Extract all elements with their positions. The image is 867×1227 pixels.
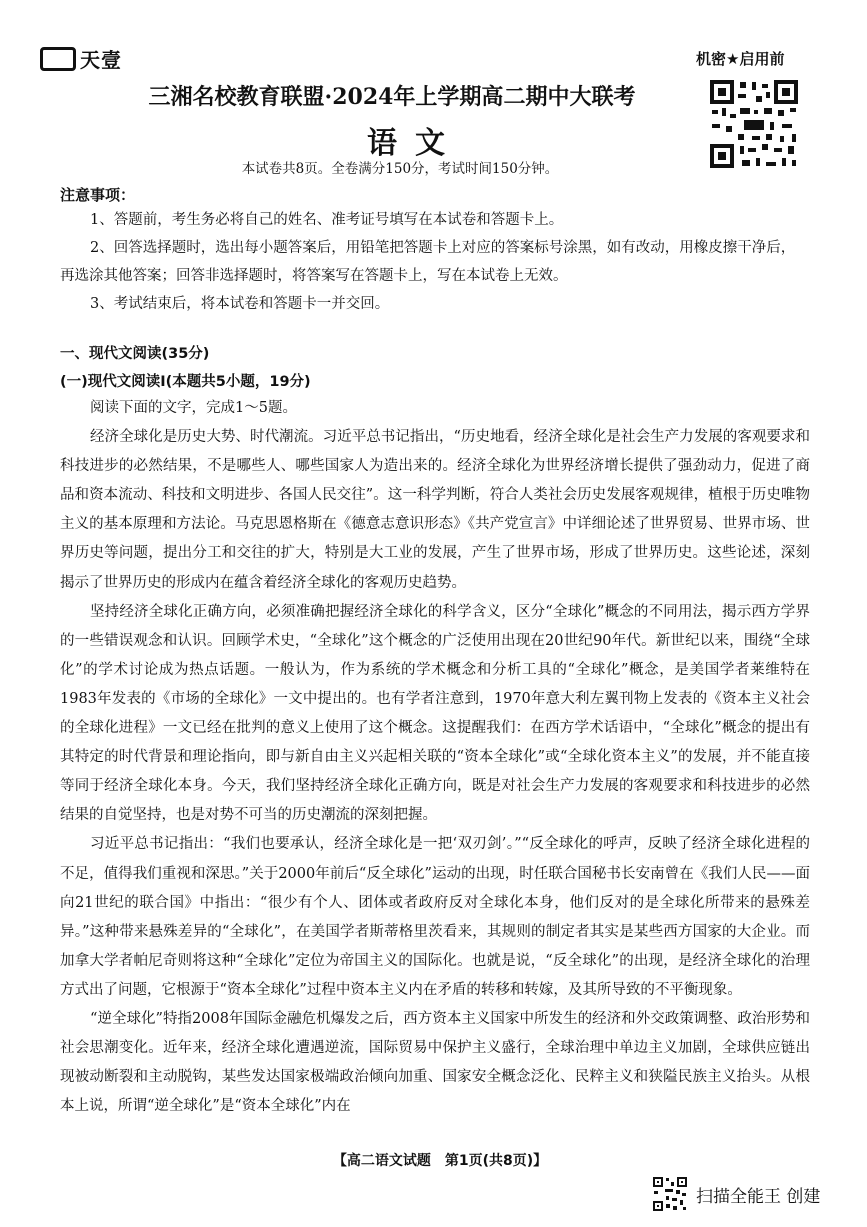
exam-title: 三湘名校教育联盟·2024年上学期高二期中大联考 bbox=[148, 84, 636, 110]
reading-passage bbox=[60, 394, 810, 1121]
passage-paragraph: “逆全球化”特指2008年国际金融危机爆发之后，西方资本主义国家中所发生的经济和外交政策调整、政治形势和社会思潮变化。近年来，经济全球化遭遇逆流，国际贸易中保护主义盛行，全球治理中单边主义加剧，全球供应链出现被动断裂和主动脱钩，某些发达国家极端政治倾向加重、国家安全概念泛化、民粹主义和狭隘民族主义抬头。从根本上说，所谓“逆全球化”是“资本全球化”内在 bbox=[60, 1010, 810, 1115]
section-subheading: (一)现代文阅读Ⅰ(本题共5小题，19分) bbox=[60, 374, 311, 390]
notice-item: 2、回答选择题时，选出每小题答案后，用铅笔把答题卡上对应的答案标号涂黑，如有改动，用橡皮擦干净后，再选涂其他答案；回答非选择题时，将答案写在答题卡上，写在本试卷上无效。 bbox=[60, 240, 796, 284]
scanner-label: 扫描全能王 创建 bbox=[696, 1186, 821, 1207]
passage-paragraph: 习近平总书记指出：“我们也要承认，经济全球化是一把‘双刃剑’。”“反全球化的呼声，反映了经济全球化进程的不足，值得我们重视和深思。”关于2000年前后“反全球化”运动的出现，时任联合国秘书长安南曾在《我们人民——面向21世纪的联合国》中指出：“很少有个人、团体或者政府反对全球化本身，他们反对的是全球化所带来的悬殊差异。”这种带来悬殊差异的“全球化”，在美国学者斯蒂格里茨看来，其规则的制定者其实是某些西方国家的大企业。而加拿大学者帕尼奇则将这种“全球化”定位为帝国主义的国际化。也就是说，“反全球化”的出现，是经济全球化的治理方式出了问题，它根源于“资本全球化”过程中资本主义内在矛盾的转移和转嫁，及其所导致的不平衡现象。 bbox=[60, 836, 810, 998]
section-heading: 一、现代文阅读(35分) bbox=[60, 346, 210, 362]
publisher-logo bbox=[40, 44, 122, 73]
scanner-watermark bbox=[652, 1176, 820, 1212]
passage-paragraph: 坚持经济全球化正确方向，必须准确把握经济全球化的科学含义，区分“全球化”概念的不同用法，揭示西方学界的一些错误观念和认识。回顾学术史，“全球化”这个概念的广泛使用出现在20世纪90年代。新世纪以来，围绕“全球化”的学术讨论成为热点话题。一般认为，作为系统的学术概念和分析工具的“全球化”概念，是美国学者莱维特在1983年发表的《市场的全球化》一文中提出的。也有学者注意到，1970年意大利左翼刊物上发表的《资本主义社会的全球化进程》一文已经在批判的意义上使用了这个概念。这提醒我们：在西方学术话语中，“全球化”概念的提出有其特定的时代背景和理论指向，即与新自由主义兴起相关联的“资本全球化”或“全球化资本主义”的发展，并不能直接等同于经济全球化本身。今天，我们坚持经济全球化正确方向，既是对社会生产力发展的客观要求和科技进步的必然结果的自觉坚持，也是对势不可当的历史潮流的深刻把握。 bbox=[60, 603, 810, 824]
notice-heading: 注意事项： bbox=[60, 186, 136, 204]
scanner-qr-icon bbox=[652, 1176, 688, 1212]
exam-intro: 本试卷共8页。全卷满分150分，考试时间150分钟。 bbox=[241, 161, 559, 177]
instruction-text: 阅读下面的文字，完成1～5题。 bbox=[90, 400, 297, 416]
notice-item: 3、考试结束后，将本试卷和答题卡一并交回。 bbox=[90, 296, 390, 312]
qr-code-icon bbox=[708, 78, 800, 170]
notice-list bbox=[60, 206, 805, 318]
notice-item: 1、答题前，考生务必将自己的姓名、准考证号填写在本试卷和答题卡上。 bbox=[90, 212, 564, 228]
logo-text: 天壹 bbox=[80, 48, 122, 72]
subject-title: 语文 bbox=[367, 126, 463, 161]
confidential-label: 机密★启用前 bbox=[696, 50, 785, 68]
logo-mark-icon bbox=[40, 47, 76, 71]
passage-paragraph: 经济全球化是历史大势、时代潮流。习近平总书记指出，“历史地看，经济全球化是社会生产力发展的客观要求和科技进步的必然结果，不是哪些人、哪些国家人为造出来的。经济全球化为世界经济增长提供了强劲动力，促进了商品和资本流动、科技和文明进步、各国人民交往”。这一科学判断，符合人类社会历史发展客观规律，植根于历史唯物主义的基本原理和方法论。马克思恩格斯在《德意志意识形态》《共产党宣言》中详细论述了世界贸易、世界市场、世界历史等问题，提出分工和交往的扩大，特别是大工业的发展，产生了世界市场，形成了世界历史。这些论述，深刻揭示了世界历史的形成内在蕴含着经济全球化的客观历史趋势。 bbox=[60, 429, 810, 591]
page-footer: 【高二语文试题 第1页(共8页)】 bbox=[332, 1153, 548, 1169]
